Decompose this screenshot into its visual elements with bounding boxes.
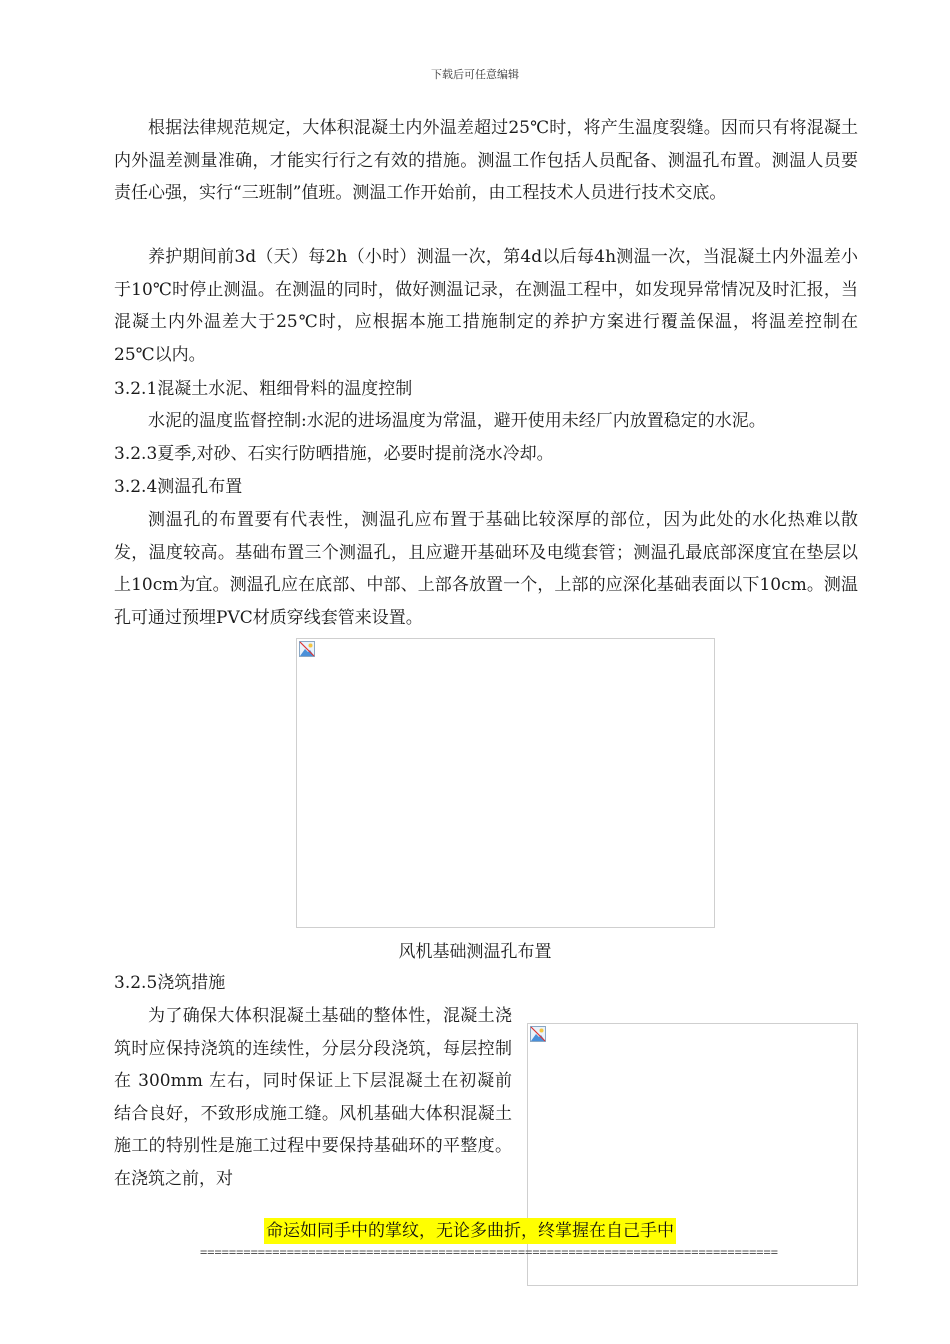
- broken-image-icon: [530, 1026, 546, 1042]
- paragraph-pouring-measures: 为了确保大体积混凝土基础的整体性，混凝土浇筑时应保持浇筑的连续性，分层分段浇筑，每层控制在 300mm 左右，同时保证上下层混凝土在初凝前结合良好，不致形成施工缝。风机基础大体积混凝土施工的特别性是施工过程中要保持基础环的平整度。在浇筑之前，对: [114, 1006, 512, 1189]
- broken-image-icon: [299, 641, 315, 657]
- paragraph-temperature-measurement: 根据法律规范规定，大体积混凝土内外温差超过25℃时，将产生温度裂缝。因而只有将混凝土内外温差测量准确，才能实行行之有效的措施。测温工作包括人员配备、测温孔布置。测温人员要责任心强，实行“三班制”值班。测温工作开始前，由工程技术人员进行技术交底。: [114, 118, 858, 203]
- paragraph-cement-temperature: 水泥的温度监督控制:水泥的进场温度为常温，避开使用未经厂内放置稳定的水泥。: [148, 411, 766, 431]
- heading-3-2-1: 3.2.1混凝土水泥、粗细骨料的温度控制: [114, 379, 413, 399]
- heading-3-2-3: 3.2.3夏季,对砂、石实行防晒措施，必要时提前浇水冷却。: [114, 444, 554, 464]
- figure-caption: 风机基础测温孔布置: [398, 942, 552, 962]
- figure-measurement-hole-layout: [296, 638, 715, 928]
- heading-3-2-5: 3.2.5浇筑措施: [114, 973, 226, 993]
- footer-motto: 命运如同手中的掌纹，无论多曲折，终掌握在自己手中: [264, 1218, 676, 1244]
- paragraph-measurement-holes: 测温孔的布置要有代表性，测温孔应布置于基础比较深厚的部位，因为此处的水化热难以散发，温度较高。基础布置三个测温孔，且应避开基础环及电缆套管；测温孔最底部深度宜在垫层以上10cm为宜。测温孔应在底部、中部、上部各放置一个，上部的应深化基础表面以下10cm。测温孔可通过预埋PVC材质穿线套管来设置。: [114, 510, 858, 628]
- header-note: 下载后可任意编辑: [431, 68, 519, 81]
- footer-divider: ================================================================================: [200, 1245, 778, 1259]
- heading-3-2-4: 3.2.4测温孔布置: [114, 477, 243, 497]
- paragraph-curing-period: 养护期间前3d（天）每2h（小时）测温一次，第4d以后每4h测温一次，当混凝土内外温差小于10℃时停止测温。在测温的同时，做好测温记录，在测温工程中，如发现异常情况及时汇报，当混凝土内外温差大于25℃时，应根据本施工措施制定的养护方案进行覆盖保温，将温差控制在25℃以内。: [114, 247, 858, 365]
